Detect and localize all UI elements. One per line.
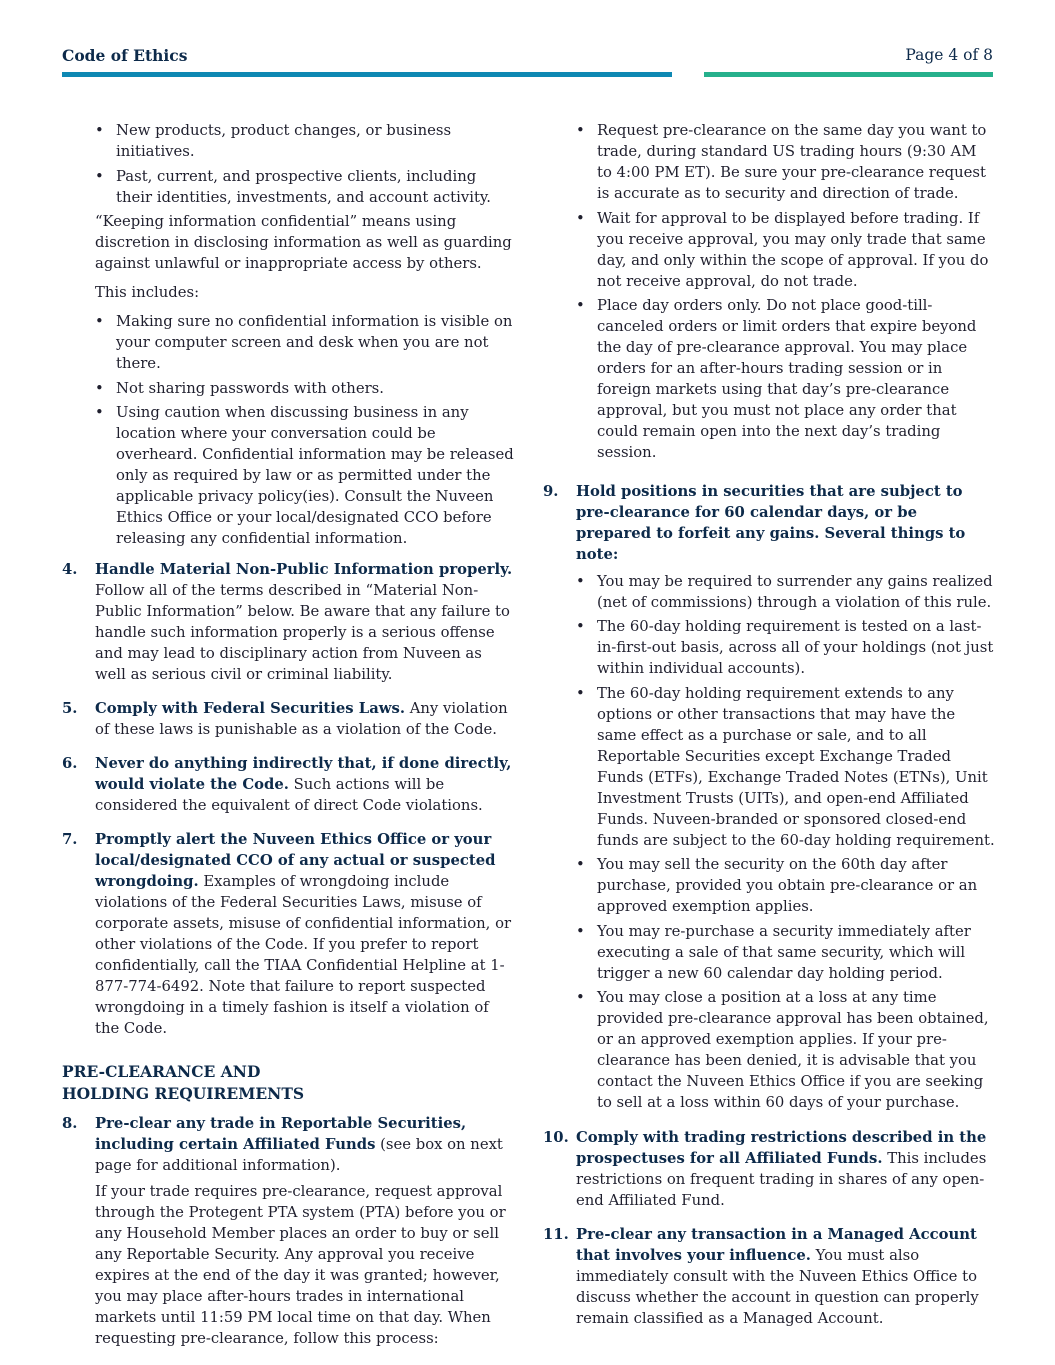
bullet-list	[576, 571, 995, 1114]
right-column	[543, 120, 995, 1342]
paragraph: “Keeping information confidential” means using discretion in disclosing information as well as guarding against unlawful or inappropriate access by others.	[95, 213, 512, 272]
list-item: • Past, current, and prospective clients, including their identities, investments, and account activity.	[95, 166, 514, 208]
list-item: • You may close a position at a loss at any time provided pre-clearance approval has been obtained, or an approved exemption applies. If your pre-clearance has been denied, it is advisable that you contact the Nuveen Ethics Office if you are seeking to sell at a loss within 60 days of your purchase.	[576, 987, 995, 1113]
item-heading: Promptly alert the Nuveen Ethics Office or your local/designated CCO of any actual or suspected wrongdoing.	[95, 830, 496, 890]
document-title: Code of Ethics	[62, 46, 188, 65]
list-item: • You may be required to surrender any gains realized (net of commissions) through a violation of this rule.	[576, 571, 995, 613]
item-heading: Handle Material Non-Public Information properly.	[95, 560, 513, 578]
item-heading: Pre-clear any transaction in a Managed Account that involves your influence.	[576, 1225, 977, 1264]
item-text: Such actions will be considered the equivalent of direct Code violations.	[95, 775, 483, 814]
bullet-list	[95, 311, 514, 549]
item-number: 7.	[62, 830, 78, 848]
numbered-item-7	[62, 829, 514, 1039]
item-heading: Pre-clear any trade in Reportable Securities, including certain Affiliated Funds	[95, 1114, 467, 1153]
item-heading: Comply with trading restrictions described in the prospectuses for all Affiliated Funds.	[576, 1128, 987, 1167]
numbered-item-6	[62, 753, 514, 816]
bullet-list	[95, 120, 514, 208]
list-item: • Making sure no confidential information is visible on your computer screen and desk when you are not there.	[95, 311, 514, 374]
item-text: (see box on next page for additional information).	[95, 1135, 503, 1174]
header-rule-blue	[62, 72, 672, 77]
bullet-list	[576, 120, 995, 463]
list-item: • You may sell the security on the 60th day after purchase, provided you obtain pre-clearance or an approved exemption applies.	[576, 854, 995, 917]
item-text: You must also immediately consult with the Nuveen Ethics Office to discuss whether the account in question can properly remain classified as a Managed Account.	[576, 1246, 979, 1327]
page-number: Page 4 of 8	[905, 46, 993, 64]
numbered-item-11	[543, 1224, 995, 1329]
item-number: 5.	[62, 699, 78, 717]
section-heading-line: PRE-CLEARANCE AND	[62, 1061, 261, 1081]
list-item: • The 60-day holding requirement extends to any options or other transactions that may have the same effect as a purchase or sale, and to all Reportable Securities except Exchange Traded Funds (ETFs), Exchange Traded Notes (ETNs), Unit Investment Trusts (UITs), and open-end Affiliated Funds. Nuveen-branded or sponsored closed-end funds are subject to the 60-day holding requirement.	[576, 683, 995, 851]
list-item: • You may re-purchase a security immediately after executing a sale of that same security, which will trigger a new 60 calendar day holding period.	[576, 921, 995, 984]
header-rule-green	[704, 72, 993, 77]
list-item: • Request pre-clearance on the same day you want to trade, during standard US trading hours (9:30 AM to 4:00 PM ET). Be sure your pre-clearance request is accurate as to security and direction of trade.	[576, 120, 995, 204]
numbered-item-10	[543, 1127, 995, 1211]
numbered-item-8	[62, 1113, 514, 1349]
left-column	[62, 120, 514, 1362]
section-heading-line: HOLDING REQUIREMENTS	[62, 1083, 305, 1103]
paragraph: This includes:	[95, 284, 200, 301]
item-text: Any violation of these laws is punishable as a violation of the Code.	[95, 699, 508, 738]
item-number: 9.	[543, 482, 559, 500]
item-number: 10.	[543, 1128, 569, 1146]
list-item: • Not sharing passwords with others.	[95, 378, 514, 399]
list-item: • Using caution when discussing business in any location where your conversation could be overheard. Confidential information may be released only as required by law or as permitted under the applicable privacy policy(ies). Consult the Nuveen Ethics Office or your local/designated CCO before releasing any confidential information.	[95, 402, 514, 549]
section-heading	[62, 1061, 514, 1105]
item-number: 8.	[62, 1114, 78, 1132]
paragraph: If your trade requires pre-clearance, request approval through the Protegent PTA system (PTA) before you or any Household Member places an order to buy or sell any Reportable Security. Any approval you receive expires at the end of the day it was granted; however, you may place after-hours trades in international markets until 11:59 PM local time on that day. When requesting pre-clearance, follow this process:	[95, 1182, 506, 1347]
numbered-item-4	[62, 559, 514, 685]
item-text: This includes restrictions on frequent trading in shares of any open-end Affiliated Fund.	[576, 1149, 987, 1209]
numbered-item-5	[62, 698, 514, 740]
numbered-item-9	[543, 481, 995, 565]
list-item: • Place day orders only. Do not place good-till-canceled orders or limit orders that expire beyond the day of pre-clearance approval. You may place orders for an after-hours trading session or in foreign markets using that day’s pre-clearance approval, but you must not place any order that could remain open into the next day’s trading session.	[576, 295, 995, 463]
item-heading: Hold positions in securities that are subject to pre-clearance for 60 calendar days, or be prepared to forfeit any gains. Several things to note:	[576, 482, 966, 563]
list-item: • The 60-day holding requirement is tested on a last-in-first-out basis, across all of your holdings (not just within individual accounts).	[576, 616, 995, 679]
item-number: 4.	[62, 560, 78, 578]
item-number: 11.	[543, 1225, 569, 1243]
list-item: • Wait for approval to be displayed before trading. If you receive approval, you may only trade that same day, and only within the scope of approval. If you do not receive approval, do not trade.	[576, 208, 995, 292]
item-text: Examples of wrongdoing include violations of the Federal Securities Laws, misuse of corporate assets, misuse of confidential information, or other violations of the Code. If you prefer to report confidentially, call the TIAA Confidential Helpline at 1-877-774-6492. Note that failure to report suspected wrongdoing in a timely fashion is itself a violation of the Code.	[95, 872, 512, 1037]
item-heading: Comply with Federal Securities Laws.	[95, 699, 405, 717]
list-item: • New products, product changes, or business initiatives.	[95, 120, 514, 162]
item-text: Follow all of the terms described in “Material Non-Public Information” below. Be aware that any failure to handle such information properly is a serious offense and may lead to disciplinary action from Nuveen as well as serious civil or criminal liability.	[95, 581, 510, 683]
item-heading: Never do anything indirectly that, if done directly, would violate the Code.	[95, 754, 512, 793]
item-number: 6.	[62, 754, 78, 772]
